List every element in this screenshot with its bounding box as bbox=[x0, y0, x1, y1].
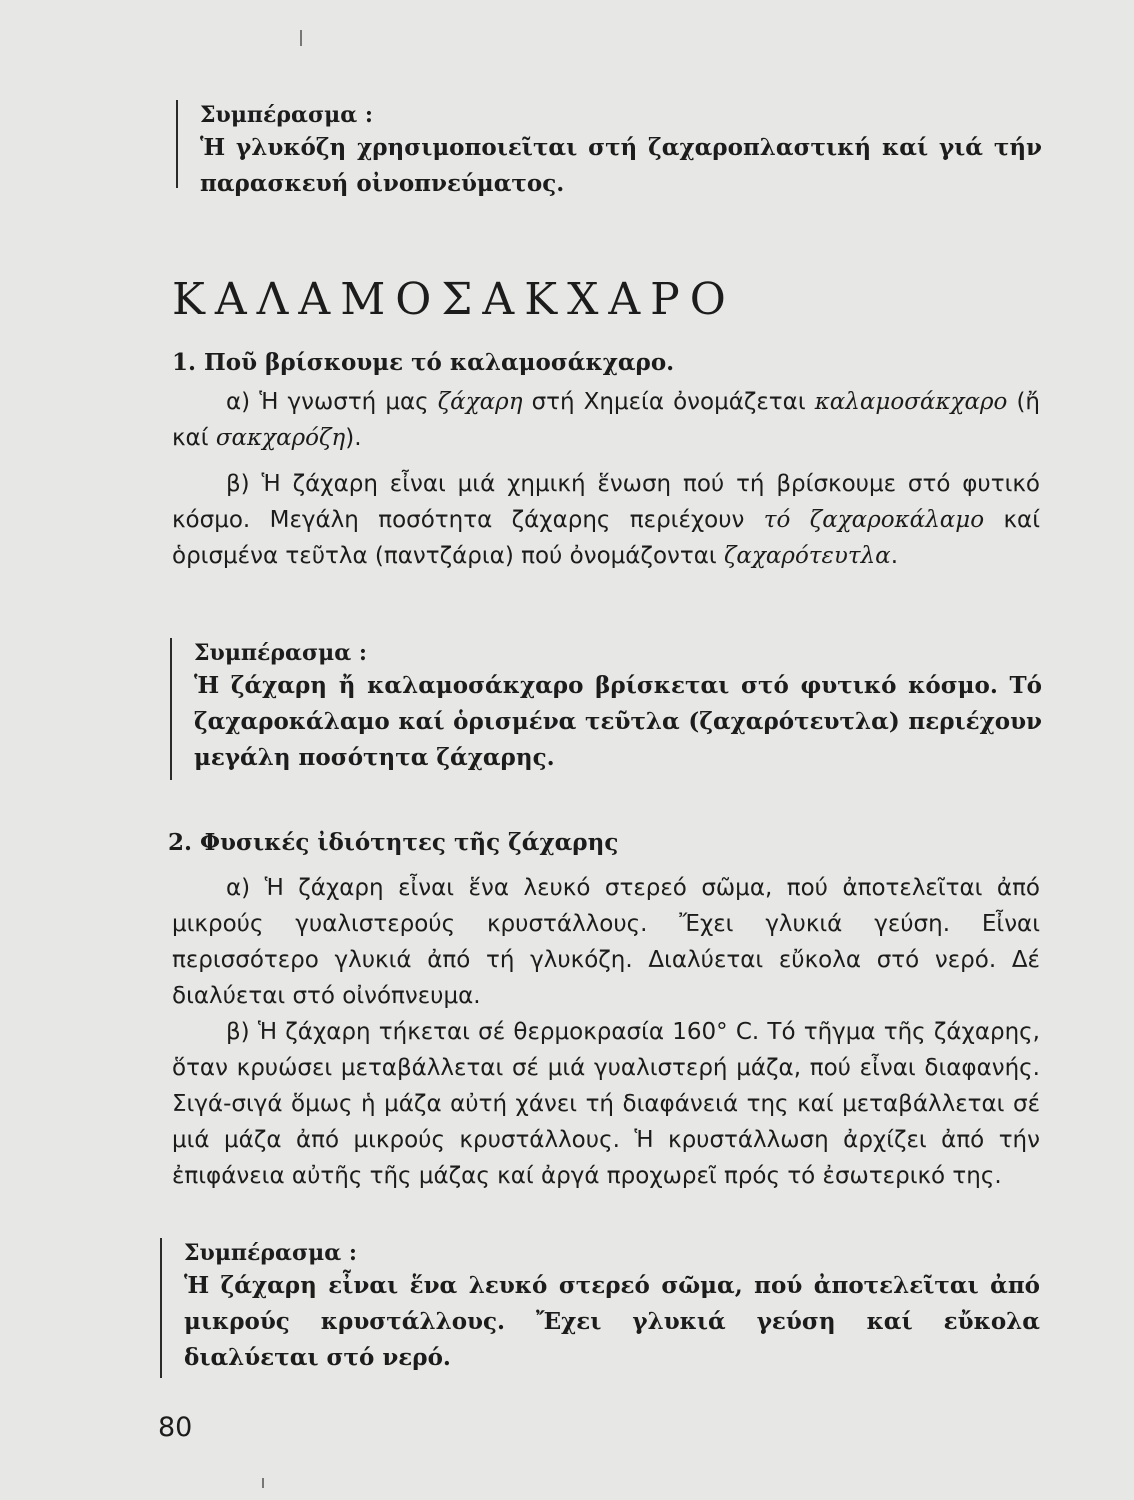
text-run: . bbox=[890, 543, 898, 569]
summary-text: Ἡ ζάχαρη εἶναι ἕνα λευκό στερεό σῶμα, πού ἀποτελεῖται ἀπό μικρούς κρυστάλλους. Ἔχει γλυκιά γεύση καί εὔκολα διαλύεται στό νερό. bbox=[184, 1272, 1040, 1371]
section-heading-2: 2. Φυσικές ἰδιότητες τῆς ζάχαρης bbox=[168, 829, 619, 856]
text-run: (ἤ καί bbox=[172, 389, 1040, 451]
italic-term: σακχαρόζη bbox=[215, 425, 346, 451]
text-run: στή Χημεία ὀνομάζεται bbox=[522, 389, 815, 415]
italic-term: ζάχαρη bbox=[437, 389, 523, 415]
summary-label: Συμπέρασμα : bbox=[200, 102, 373, 128]
text-run: ). bbox=[345, 425, 362, 451]
paragraph-2b bbox=[172, 1014, 1040, 1194]
summary-label: Συμπέρασμα : bbox=[194, 640, 367, 666]
summary-text: Ἡ ζάχαρη ἤ καλαμοσάκχαρο βρίσκεται στό φυτικό κόσμο. Τό ζαχαροκάλαμο καί ὁρισμένα τεῦτλα (ζαχαρότευτλα) περιέχουν μεγάλη ποσότητα ζάχαρης. bbox=[194, 672, 1042, 771]
text-run: β) Ἡ ζάχαρη εἶναι μιά χημική ἕνωση πού τή βρίσκουμε στό φυτικό κόσμο. Μεγάλη ποσότητα ζάχαρης περιέχουν bbox=[172, 471, 1040, 533]
summary-text: Ἡ γλυκόζη χρησιμοποιεῖται στή ζαχαροπλαστική καί γιά τήν παρασκευή οἰνοπνεύματος. bbox=[200, 134, 1042, 197]
text-run: α) Ἡ γνωστή μας bbox=[226, 389, 438, 415]
text-run: β) Ἡ ζάχαρη τήκεται σέ θερμοκρασία 160° C. Τό τῆγμα τῆς ζάχαρης, ὅταν κρυώσει μεταβάλλεται σέ μιά γυαλιστερή μάζα, πού εἶναι διαφανής. Σιγά-σιγά ὅμως ἡ μάζα αὐτή χάνει τή διαφάνειά της καί μεταβάλλεται σέ μιά μάζα ἀπό μικρούς κρυστάλλους. Ἡ κρυστάλλωση ἀρχίζει ἀπό τήν ἐπιφάνεια αὐτῆς τῆς μάζας καί ἀργά προχωρεῖ πρός τό ἐσωτερικό της. bbox=[172, 1019, 1040, 1189]
paragraph-2a bbox=[172, 870, 1040, 1014]
chapter-title: ΚΑΛΑΜΟΣΑΚΧΑΡΟ bbox=[172, 274, 736, 325]
paragraph-1a bbox=[172, 384, 1040, 456]
section-heading-1: 1. Ποῦ βρίσκουμε τό καλαμοσάκχαρο. bbox=[172, 349, 675, 376]
italic-term: ζαχαρότευτλα bbox=[723, 543, 891, 569]
italic-term: καλαμοσάκχαρο bbox=[814, 389, 1008, 415]
paragraph-1b bbox=[172, 466, 1040, 574]
page-number: 80 bbox=[158, 1412, 193, 1443]
summary-label: Συμπέρασμα : bbox=[184, 1240, 357, 1266]
text-run: καί ὁρισμένα τεῦτλα (παντζάρια) πού ὀνομάζονται bbox=[172, 507, 1040, 569]
scan-mark bbox=[300, 30, 302, 46]
italic-term: τό ζαχαροκάλαμο bbox=[763, 507, 985, 533]
summary-box-sugar-properties bbox=[160, 1238, 1040, 1378]
text-run: α) Ἡ ζάχαρη εἶναι ἕνα λευκό στερεό σῶμα, πού ἀποτελεῖται ἀπό μικρούς γυαλιστερούς κρυστάλλους. Ἔχει γλυκιά γεύση. Εἶναι περισσότερο γλυκιά ἀπό τή γλυκόζη. Διαλύεται εὔκολα στό νερό. Δέ διαλύεται στό οἰνόπνευμα. bbox=[172, 875, 1040, 1009]
scan-mark bbox=[262, 1478, 264, 1488]
summary-box-glucose bbox=[176, 100, 1042, 197]
summary-box-sugar-source bbox=[170, 638, 1042, 780]
